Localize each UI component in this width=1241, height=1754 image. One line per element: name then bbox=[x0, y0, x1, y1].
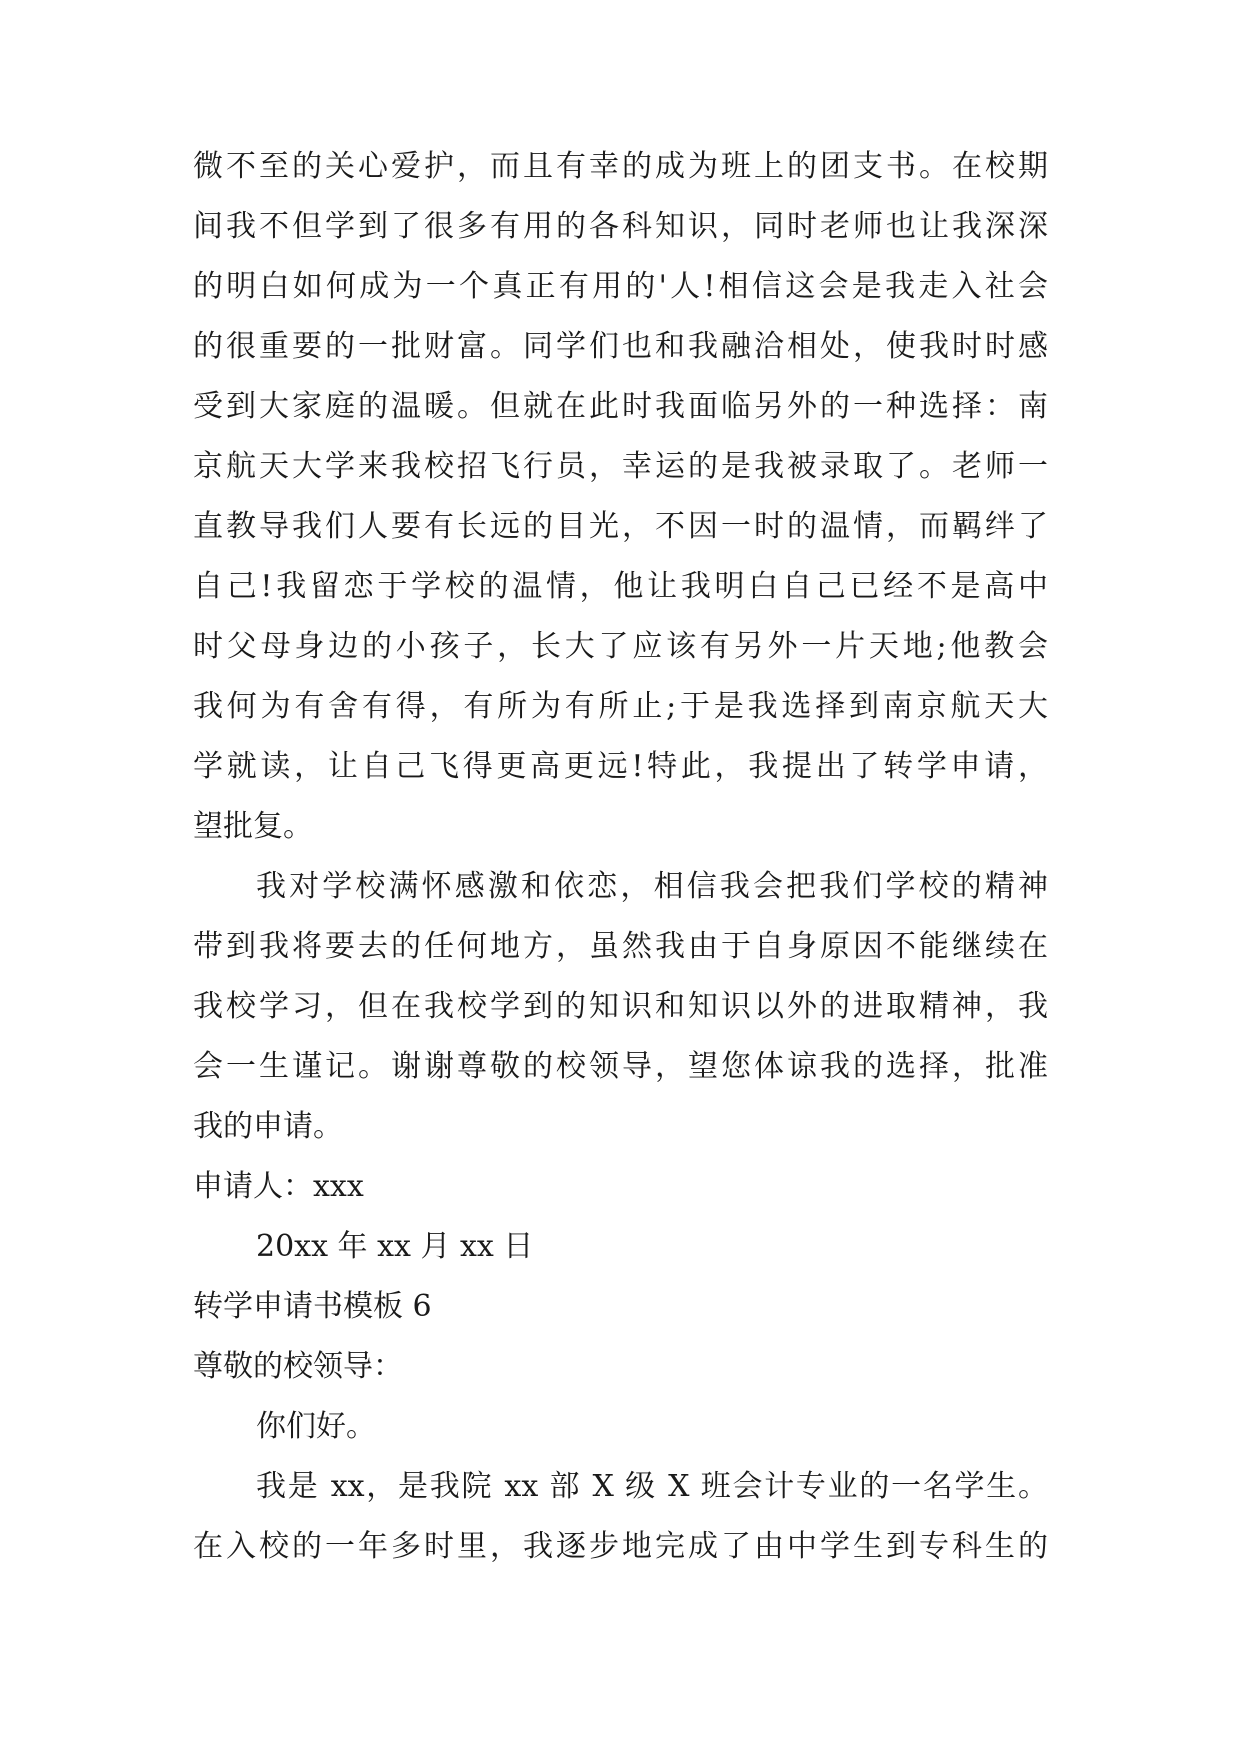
body-line: 我何为有舍有得，有所为有所止;于是我选择到南京航天大 bbox=[193, 689, 1048, 724]
body-line: 的明白如何成为一个真正有用的'人!相信这会是我走入社会 bbox=[193, 269, 1048, 304]
applicant-signature: 申请人：xxx bbox=[193, 1169, 364, 1204]
body-line: 受到大家庭的温暖。但就在此时我面临另外的一种选择：南 bbox=[193, 389, 1048, 424]
body-line: 间我不但学到了很多有用的各科知识，同时老师也让我深深 bbox=[193, 209, 1048, 244]
body-line: 学就读，让自己飞得更高更远!特此，我提出了转学申请， bbox=[193, 749, 1048, 784]
body-line: 我的申请。 bbox=[193, 1109, 343, 1144]
body-line: 直教导我们人要有长远的目光，不因一时的温情，而羁绊了 bbox=[193, 509, 1048, 544]
body-line: 带到我将要去的任何地方，虽然我由于自身原因不能继续在 bbox=[193, 929, 1048, 964]
body-line: 会一生谨记。谢谢尊敬的校领导，望您体谅我的选择，批准 bbox=[193, 1049, 1048, 1084]
greeting: 你们好。 bbox=[256, 1409, 376, 1444]
body-line: 的很重要的一批财富。同学们也和我融洽相处，使我时时感 bbox=[193, 329, 1048, 364]
body-line: 望批复。 bbox=[193, 809, 313, 844]
body-line: 我校学习，但在我校学到的知识和知识以外的进取精神，我 bbox=[193, 989, 1048, 1024]
section-heading: 转学申请书模板 6 bbox=[193, 1289, 432, 1324]
paragraph-first-line: 我对学校满怀感激和依恋，相信我会把我们学校的精神 bbox=[256, 869, 1048, 904]
body-line: 在入校的一年多时里，我逐步地完成了由中学生到专科生的 bbox=[193, 1529, 1048, 1564]
body-line: 时父母身边的小孩子，长大了应该有另外一片天地;他教会 bbox=[193, 629, 1048, 664]
body-line: 微不至的关心爱护，而且有幸的成为班上的团支书。在校期 bbox=[193, 149, 1048, 184]
body-line: 自己!我留恋于学校的温情，他让我明白自己已经不是高中 bbox=[193, 569, 1048, 604]
letter-date: 20xx 年 xx 月 xx 日 bbox=[256, 1229, 534, 1264]
body-line: 京航天大学来我校招飞行员，幸运的是我被录取了。老师一 bbox=[193, 449, 1048, 484]
salutation: 尊敬的校领导： bbox=[193, 1349, 403, 1384]
paragraph-first-line: 我是 xx，是我院 xx 部 X 级 X 班会计专业的一名学生。 bbox=[256, 1469, 1048, 1504]
